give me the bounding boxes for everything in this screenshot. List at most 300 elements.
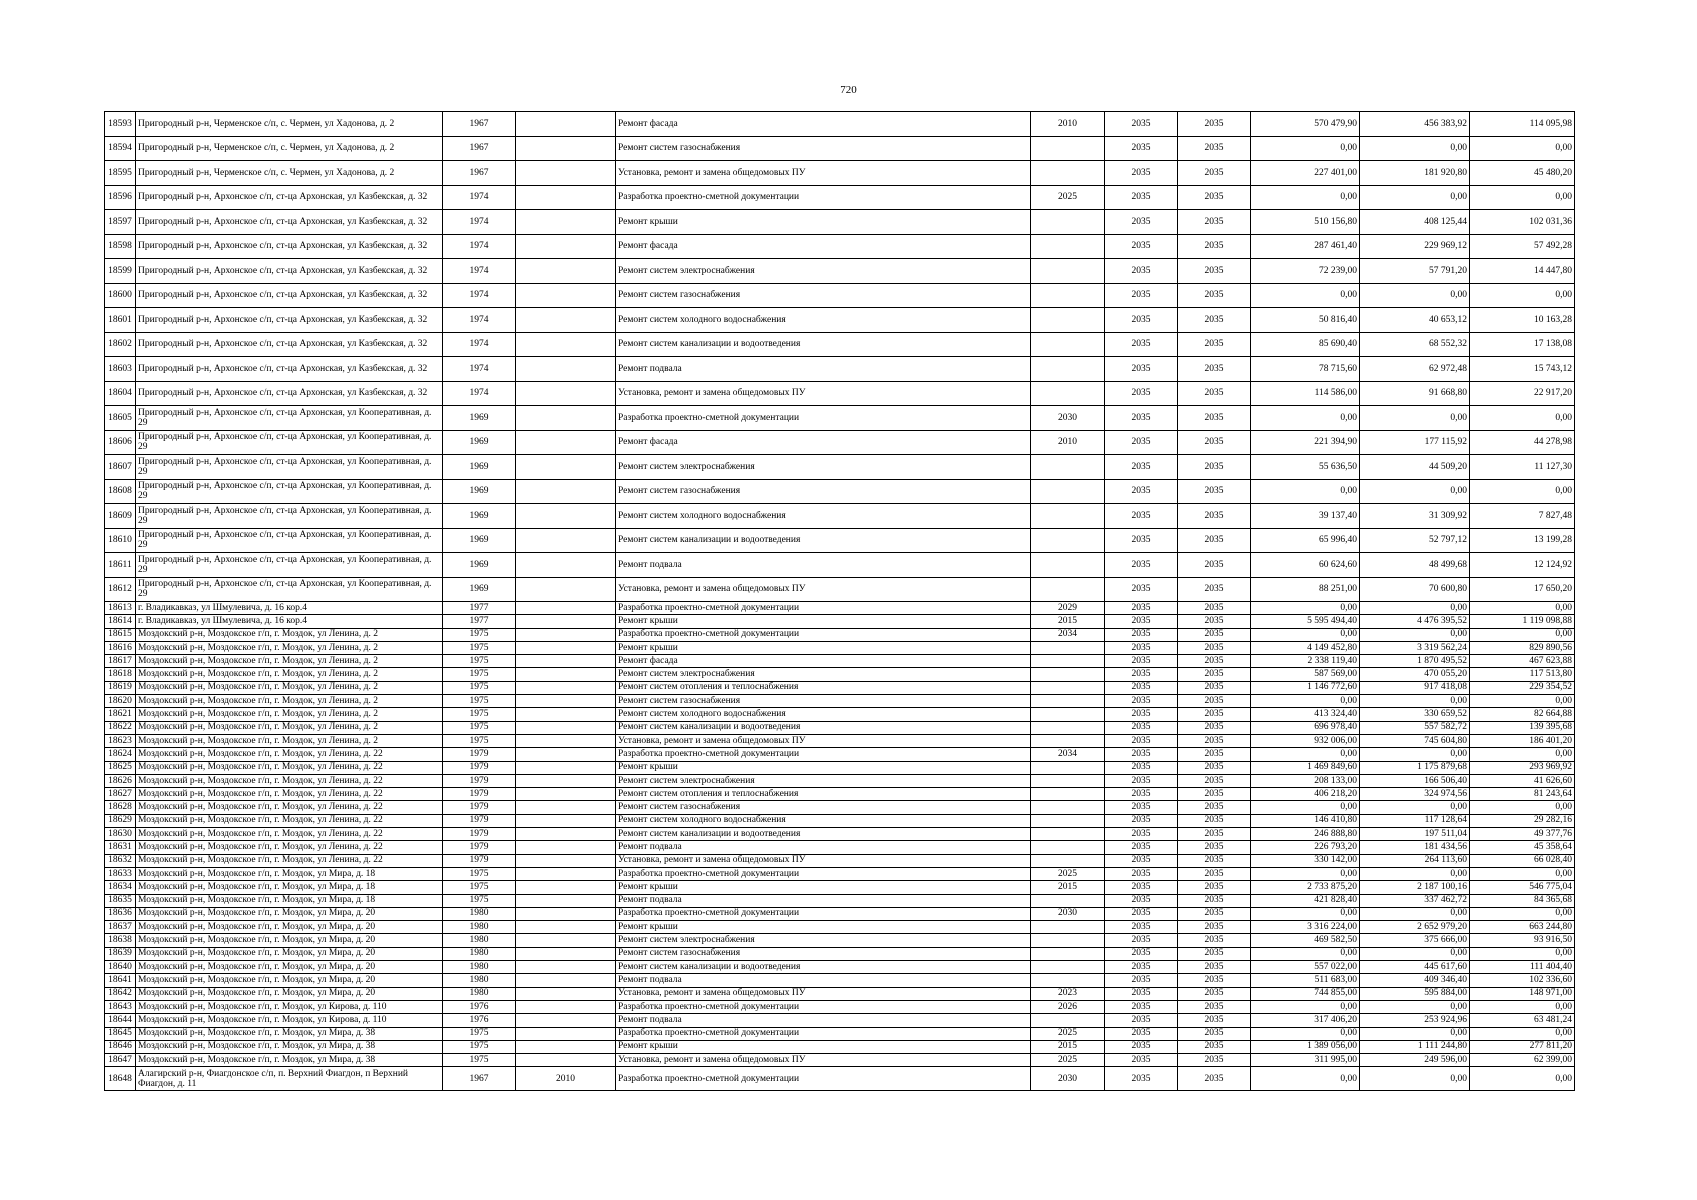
address-cell: Моздокский р-н, Моздокское г/п, г. Моздок, ул Мира, д. 20 (136, 974, 443, 987)
total-cost-cell: 65 996,40 (1251, 528, 1360, 553)
plan-end-cell: 2035 (1178, 641, 1251, 654)
fund-cost-cell: 31 309,92 (1360, 504, 1470, 529)
last-repair-year-cell (1031, 841, 1105, 854)
last-repair-year-cell (1031, 479, 1105, 504)
table-row (105, 504, 1575, 529)
extra-year-cell (516, 695, 616, 708)
plan-start-cell: 2035 (1105, 894, 1178, 907)
owner-cost-cell: 17 138,08 (1470, 332, 1575, 357)
last-repair-year-cell (1031, 210, 1105, 235)
row-number-cell: 18613 (105, 602, 136, 615)
extra-year-cell (516, 112, 616, 137)
build-year-cell: 1969 (443, 528, 516, 553)
fund-cost-cell: 249 596,00 (1360, 1054, 1470, 1067)
table-row (105, 615, 1575, 628)
work-type-cell: Ремонт систем холодного водоснабжения (616, 708, 1031, 721)
extra-year-cell (516, 628, 616, 641)
last-repair-year-cell (1031, 801, 1105, 814)
total-cost-cell: 0,00 (1251, 283, 1360, 308)
build-year-cell: 1969 (443, 455, 516, 480)
table-row (105, 881, 1575, 894)
fund-cost-cell: 264 113,60 (1360, 854, 1470, 867)
total-cost-cell: 413 324,40 (1251, 708, 1360, 721)
address-cell: Моздокский р-н, Моздокское г/п, г. Моздок, ул Мира, д. 20 (136, 947, 443, 960)
last-repair-year-cell (1031, 332, 1105, 357)
extra-year-cell (516, 801, 616, 814)
total-cost-cell: 0,00 (1251, 1000, 1360, 1013)
row-number-cell: 18614 (105, 615, 136, 628)
build-year-cell: 1979 (443, 828, 516, 841)
owner-cost-cell: 546 775,04 (1470, 881, 1575, 894)
address-cell: Моздокский р-н, Моздокское г/п, г. Моздок, ул Кирова, д. 110 (136, 1014, 443, 1027)
table-row (105, 788, 1575, 801)
address-cell: Моздокский р-н, Моздокское г/п, г. Моздок, ул Мира, д. 20 (136, 907, 443, 920)
last-repair-year-cell (1031, 854, 1105, 867)
work-type-cell: Разработка проектно-сметной документации (616, 628, 1031, 641)
total-cost-cell: 311 995,00 (1251, 1054, 1360, 1067)
total-cost-cell: 0,00 (1251, 867, 1360, 880)
extra-year-cell (516, 430, 616, 455)
table-row (105, 332, 1575, 357)
extra-year-cell (516, 1040, 616, 1053)
fund-cost-cell: 445 617,60 (1360, 961, 1470, 974)
total-cost-cell: 696 978,40 (1251, 721, 1360, 734)
last-repair-year-cell (1031, 894, 1105, 907)
build-year-cell: 1980 (443, 934, 516, 947)
address-cell: Моздокский р-н, Моздокское г/п, г. Моздок, ул Ленина, д. 2 (136, 628, 443, 641)
build-year-cell: 1967 (443, 136, 516, 161)
table-row (105, 1014, 1575, 1027)
fund-cost-cell: 52 797,12 (1360, 528, 1470, 553)
work-type-cell: Ремонт фасада (616, 655, 1031, 668)
table-row (105, 455, 1575, 480)
extra-year-cell (516, 615, 616, 628)
address-cell: Моздокский р-н, Моздокское г/п, г. Моздок, ул Мира, д. 38 (136, 1027, 443, 1040)
address-cell: Пригородный р-н, Архонское с/п, ст-ца Архонская, ул Кооперативная, д. 29 (136, 479, 443, 504)
plan-start-cell: 2035 (1105, 947, 1178, 960)
owner-cost-cell: 0,00 (1470, 947, 1575, 960)
last-repair-year-cell (1031, 774, 1105, 787)
extra-year-cell (516, 528, 616, 553)
total-cost-cell: 469 582,50 (1251, 934, 1360, 947)
extra-year-cell (516, 381, 616, 406)
extra-year-cell (516, 881, 616, 894)
owner-cost-cell: 111 404,40 (1470, 961, 1575, 974)
extra-year-cell (516, 974, 616, 987)
plan-start-cell: 2035 (1105, 504, 1178, 529)
work-type-cell: Ремонт систем электроснабжения (616, 455, 1031, 480)
build-year-cell: 1975 (443, 894, 516, 907)
fund-cost-cell: 470 055,20 (1360, 668, 1470, 681)
work-type-cell: Ремонт систем газоснабжения (616, 947, 1031, 960)
work-type-cell: Ремонт крыши (616, 210, 1031, 235)
work-type-cell: Разработка проектно-сметной документации (616, 1000, 1031, 1013)
plan-end-cell: 2035 (1178, 479, 1251, 504)
total-cost-cell: 317 406,20 (1251, 1014, 1360, 1027)
plan-end-cell: 2035 (1178, 974, 1251, 987)
plan-start-cell: 2035 (1105, 987, 1178, 1000)
plan-start-cell: 2035 (1105, 602, 1178, 615)
build-year-cell: 1976 (443, 1000, 516, 1013)
build-year-cell: 1967 (443, 112, 516, 137)
table-row (105, 479, 1575, 504)
owner-cost-cell: 82 664,88 (1470, 708, 1575, 721)
row-number-cell: 18626 (105, 774, 136, 787)
work-type-cell: Ремонт фасада (616, 112, 1031, 137)
build-year-cell: 1980 (443, 987, 516, 1000)
fund-cost-cell: 4 476 395,52 (1360, 615, 1470, 628)
last-repair-year-cell (1031, 455, 1105, 480)
fund-cost-cell: 0,00 (1360, 1067, 1470, 1091)
last-repair-year-cell (1031, 668, 1105, 681)
plan-start-cell: 2035 (1105, 553, 1178, 578)
extra-year-cell (516, 234, 616, 259)
plan-start-cell: 2035 (1105, 655, 1178, 668)
row-number-cell: 18629 (105, 814, 136, 827)
table-row (105, 681, 1575, 694)
fund-cost-cell: 0,00 (1360, 801, 1470, 814)
plan-end-cell: 2035 (1178, 1067, 1251, 1091)
build-year-cell: 1976 (443, 1014, 516, 1027)
total-cost-cell: 511 683,00 (1251, 974, 1360, 987)
owner-cost-cell: 7 827,48 (1470, 504, 1575, 529)
work-type-cell: Ремонт систем холодного водоснабжения (616, 504, 1031, 529)
table-row (105, 668, 1575, 681)
address-cell: Моздокский р-н, Моздокское г/п, г. Моздок, ул Ленина, д. 22 (136, 788, 443, 801)
row-number-cell: 18596 (105, 185, 136, 210)
last-repair-year-cell: 2034 (1031, 748, 1105, 761)
row-number-cell: 18604 (105, 381, 136, 406)
owner-cost-cell: 0,00 (1470, 628, 1575, 641)
plan-start-cell: 2035 (1105, 961, 1178, 974)
extra-year-cell (516, 136, 616, 161)
total-cost-cell: 0,00 (1251, 628, 1360, 641)
fund-cost-cell: 917 418,08 (1360, 681, 1470, 694)
plan-end-cell: 2035 (1178, 553, 1251, 578)
total-cost-cell: 421 828,40 (1251, 894, 1360, 907)
table-row (105, 828, 1575, 841)
build-year-cell: 1969 (443, 504, 516, 529)
row-number-cell: 18615 (105, 628, 136, 641)
extra-year-cell (516, 406, 616, 431)
last-repair-year-cell (1031, 708, 1105, 721)
build-year-cell: 1977 (443, 615, 516, 628)
owner-cost-cell: 45 480,20 (1470, 161, 1575, 186)
fund-cost-cell: 745 604,80 (1360, 734, 1470, 747)
row-number-cell: 18618 (105, 668, 136, 681)
plan-end-cell: 2035 (1178, 577, 1251, 602)
row-number-cell: 18603 (105, 357, 136, 382)
plan-end-cell: 2035 (1178, 1027, 1251, 1040)
plan-start-cell: 2035 (1105, 259, 1178, 284)
plan-start-cell: 2035 (1105, 1027, 1178, 1040)
table-row (105, 854, 1575, 867)
table-row (105, 1027, 1575, 1040)
row-number-cell: 18597 (105, 210, 136, 235)
row-number-cell: 18636 (105, 907, 136, 920)
fund-cost-cell: 330 659,52 (1360, 708, 1470, 721)
extra-year-cell (516, 987, 616, 1000)
work-type-cell: Ремонт систем электроснабжения (616, 774, 1031, 787)
owner-cost-cell: 148 971,00 (1470, 987, 1575, 1000)
fund-cost-cell: 595 884,00 (1360, 987, 1470, 1000)
work-type-cell: Ремонт подвала (616, 894, 1031, 907)
table-row (105, 867, 1575, 880)
work-type-cell: Разработка проектно-сметной документации (616, 602, 1031, 615)
total-cost-cell: 0,00 (1251, 748, 1360, 761)
owner-cost-cell: 22 917,20 (1470, 381, 1575, 406)
work-type-cell: Ремонт систем электроснабжения (616, 668, 1031, 681)
fund-cost-cell: 44 509,20 (1360, 455, 1470, 480)
build-year-cell: 1975 (443, 881, 516, 894)
last-repair-year-cell: 2025 (1031, 185, 1105, 210)
fund-cost-cell: 229 969,12 (1360, 234, 1470, 259)
plan-end-cell: 2035 (1178, 332, 1251, 357)
table-row (105, 381, 1575, 406)
owner-cost-cell: 57 492,28 (1470, 234, 1575, 259)
plan-start-cell: 2035 (1105, 234, 1178, 259)
build-year-cell: 1974 (443, 357, 516, 382)
last-repair-year-cell (1031, 655, 1105, 668)
work-type-cell: Ремонт крыши (616, 641, 1031, 654)
build-year-cell: 1980 (443, 907, 516, 920)
build-year-cell: 1979 (443, 854, 516, 867)
last-repair-year-cell (1031, 234, 1105, 259)
row-number-cell: 18624 (105, 748, 136, 761)
plan-end-cell: 2035 (1178, 430, 1251, 455)
extra-year-cell (516, 259, 616, 284)
last-repair-year-cell: 2025 (1031, 867, 1105, 880)
row-number-cell: 18630 (105, 828, 136, 841)
work-type-cell: Ремонт систем газоснабжения (616, 695, 1031, 708)
build-year-cell: 1969 (443, 479, 516, 504)
fund-cost-cell: 375 666,00 (1360, 934, 1470, 947)
table-row (105, 185, 1575, 210)
fund-cost-cell: 0,00 (1360, 628, 1470, 641)
plan-start-cell: 2035 (1105, 828, 1178, 841)
plan-end-cell: 2035 (1178, 774, 1251, 787)
last-repair-year-cell: 2029 (1031, 602, 1105, 615)
plan-end-cell: 2035 (1178, 259, 1251, 284)
last-repair-year-cell: 2025 (1031, 1027, 1105, 1040)
last-repair-year-cell (1031, 788, 1105, 801)
owner-cost-cell: 15 743,12 (1470, 357, 1575, 382)
plan-start-cell: 2035 (1105, 681, 1178, 694)
total-cost-cell: 744 855,00 (1251, 987, 1360, 1000)
work-type-cell: Ремонт систем канализации и водоотведения (616, 721, 1031, 734)
row-number-cell: 18616 (105, 641, 136, 654)
plan-start-cell: 2035 (1105, 934, 1178, 947)
work-type-cell: Ремонт систем канализации и водоотведения (616, 961, 1031, 974)
work-type-cell: Ремонт подвала (616, 974, 1031, 987)
row-number-cell: 18648 (105, 1067, 136, 1091)
build-year-cell: 1979 (443, 841, 516, 854)
plan-end-cell: 2035 (1178, 841, 1251, 854)
owner-cost-cell: 29 282,16 (1470, 814, 1575, 827)
build-year-cell: 1980 (443, 961, 516, 974)
fund-cost-cell: 0,00 (1360, 136, 1470, 161)
address-cell: Пригородный р-н, Архонское с/п, ст-ца Архонская, ул Кооперативная, д. 29 (136, 577, 443, 602)
owner-cost-cell: 0,00 (1470, 801, 1575, 814)
total-cost-cell: 406 218,20 (1251, 788, 1360, 801)
owner-cost-cell: 13 199,28 (1470, 528, 1575, 553)
plan-end-cell: 2035 (1178, 381, 1251, 406)
extra-year-cell (516, 185, 616, 210)
fund-cost-cell: 48 499,68 (1360, 553, 1470, 578)
extra-year-cell (516, 1027, 616, 1040)
fund-cost-cell: 337 462,72 (1360, 894, 1470, 907)
build-year-cell: 1975 (443, 655, 516, 668)
fund-cost-cell: 0,00 (1360, 185, 1470, 210)
last-repair-year-cell (1031, 695, 1105, 708)
build-year-cell: 1975 (443, 721, 516, 734)
total-cost-cell: 1 469 849,60 (1251, 761, 1360, 774)
last-repair-year-cell (1031, 961, 1105, 974)
owner-cost-cell: 0,00 (1470, 867, 1575, 880)
address-cell: Пригородный р-н, Архонское с/п, ст-ца Архонская, ул Казбекская, д. 32 (136, 357, 443, 382)
work-type-cell: Ремонт систем электроснабжения (616, 934, 1031, 947)
build-year-cell: 1974 (443, 210, 516, 235)
fund-cost-cell: 166 506,40 (1360, 774, 1470, 787)
fund-cost-cell: 1 175 879,68 (1360, 761, 1470, 774)
last-repair-year-cell: 2025 (1031, 1054, 1105, 1067)
work-type-cell: Разработка проектно-сметной документации (616, 907, 1031, 920)
extra-year-cell (516, 867, 616, 880)
table-row (105, 308, 1575, 333)
plan-end-cell: 2035 (1178, 528, 1251, 553)
build-year-cell: 1979 (443, 761, 516, 774)
last-repair-year-cell (1031, 161, 1105, 186)
extra-year-cell (516, 934, 616, 947)
repair-program-table-container (104, 111, 1574, 1091)
table-row (105, 357, 1575, 382)
extra-year-cell (516, 283, 616, 308)
plan-end-cell: 2035 (1178, 695, 1251, 708)
plan-end-cell: 2035 (1178, 628, 1251, 641)
extra-year-cell (516, 210, 616, 235)
total-cost-cell: 146 410,80 (1251, 814, 1360, 827)
build-year-cell: 1977 (443, 602, 516, 615)
plan-end-cell: 2035 (1178, 136, 1251, 161)
last-repair-year-cell (1031, 814, 1105, 827)
fund-cost-cell: 0,00 (1360, 1027, 1470, 1040)
fund-cost-cell: 409 346,40 (1360, 974, 1470, 987)
fund-cost-cell: 0,00 (1360, 1000, 1470, 1013)
row-number-cell: 18595 (105, 161, 136, 186)
plan-start-cell: 2035 (1105, 1040, 1178, 1053)
plan-start-cell: 2035 (1105, 161, 1178, 186)
address-cell: г. Владикавказ, ул Шмулевича, д. 16 кор.4 (136, 602, 443, 615)
plan-end-cell: 2035 (1178, 854, 1251, 867)
fund-cost-cell: 2 652 979,20 (1360, 921, 1470, 934)
address-cell: Моздокский р-н, Моздокское г/п, г. Моздок, ул Ленина, д. 22 (136, 828, 443, 841)
plan-start-cell: 2035 (1105, 430, 1178, 455)
work-type-cell: Разработка проектно-сметной документации (616, 1067, 1031, 1091)
work-type-cell: Ремонт систем газоснабжения (616, 801, 1031, 814)
row-number-cell: 18647 (105, 1054, 136, 1067)
extra-year-cell (516, 748, 616, 761)
owner-cost-cell: 17 650,20 (1470, 577, 1575, 602)
fund-cost-cell: 557 582,72 (1360, 721, 1470, 734)
row-number-cell: 18631 (105, 841, 136, 854)
owner-cost-cell: 0,00 (1470, 1027, 1575, 1040)
row-number-cell: 18623 (105, 734, 136, 747)
plan-start-cell: 2035 (1105, 406, 1178, 431)
row-number-cell: 18599 (105, 259, 136, 284)
last-repair-year-cell: 2034 (1031, 628, 1105, 641)
fund-cost-cell: 0,00 (1360, 748, 1470, 761)
total-cost-cell: 0,00 (1251, 185, 1360, 210)
last-repair-year-cell (1031, 577, 1105, 602)
fund-cost-cell: 181 434,56 (1360, 841, 1470, 854)
fund-cost-cell: 57 791,20 (1360, 259, 1470, 284)
work-type-cell: Ремонт фасада (616, 430, 1031, 455)
extra-year-cell (516, 788, 616, 801)
row-number-cell: 18633 (105, 867, 136, 880)
table-row (105, 801, 1575, 814)
address-cell: Моздокский р-н, Моздокское г/п, г. Моздок, ул Мира, д. 38 (136, 1054, 443, 1067)
plan-end-cell: 2035 (1178, 681, 1251, 694)
table-row (105, 1000, 1575, 1013)
row-number-cell: 18606 (105, 430, 136, 455)
owner-cost-cell: 62 399,00 (1470, 1054, 1575, 1067)
build-year-cell: 1979 (443, 748, 516, 761)
plan-start-cell: 2035 (1105, 801, 1178, 814)
owner-cost-cell: 663 244,80 (1470, 921, 1575, 934)
row-number-cell: 18632 (105, 854, 136, 867)
owner-cost-cell: 102 031,36 (1470, 210, 1575, 235)
build-year-cell: 1974 (443, 259, 516, 284)
plan-start-cell: 2035 (1105, 1014, 1178, 1027)
last-repair-year-cell: 2023 (1031, 987, 1105, 1000)
fund-cost-cell: 456 383,92 (1360, 112, 1470, 137)
row-number-cell: 18640 (105, 961, 136, 974)
table-row (105, 210, 1575, 235)
owner-cost-cell: 93 916,50 (1470, 934, 1575, 947)
address-cell: Пригородный р-н, Архонское с/п, ст-ца Архонская, ул Казбекская, д. 32 (136, 308, 443, 333)
work-type-cell: Установка, ремонт и замена общедомовых ПУ (616, 577, 1031, 602)
fund-cost-cell: 0,00 (1360, 406, 1470, 431)
table-row (105, 655, 1575, 668)
owner-cost-cell: 102 336,60 (1470, 974, 1575, 987)
fund-cost-cell: 70 600,80 (1360, 577, 1470, 602)
owner-cost-cell: 0,00 (1470, 479, 1575, 504)
fund-cost-cell: 0,00 (1360, 479, 1470, 504)
fund-cost-cell: 1 111 244,80 (1360, 1040, 1470, 1053)
last-repair-year-cell (1031, 681, 1105, 694)
plan-start-cell: 2035 (1105, 357, 1178, 382)
work-type-cell: Установка, ремонт и замена общедомовых ПУ (616, 161, 1031, 186)
plan-start-cell: 2035 (1105, 455, 1178, 480)
fund-cost-cell: 253 924,96 (1360, 1014, 1470, 1027)
plan-start-cell: 2035 (1105, 479, 1178, 504)
fund-cost-cell: 0,00 (1360, 947, 1470, 960)
last-repair-year-cell: 2026 (1031, 1000, 1105, 1013)
address-cell: Алагирский р-н, Фиагдонское с/п, п. Верхний Фиагдон, п Верхний Фиагдон, д. 11 (136, 1067, 443, 1091)
table-row (105, 602, 1575, 615)
total-cost-cell: 3 316 224,00 (1251, 921, 1360, 934)
fund-cost-cell: 197 511,04 (1360, 828, 1470, 841)
plan-end-cell: 2035 (1178, 734, 1251, 747)
total-cost-cell: 0,00 (1251, 602, 1360, 615)
last-repair-year-cell (1031, 934, 1105, 947)
plan-start-cell: 2035 (1105, 1000, 1178, 1013)
address-cell: Моздокский р-н, Моздокское г/п, г. Моздок, ул Ленина, д. 2 (136, 721, 443, 734)
work-type-cell: Ремонт систем холодного водоснабжения (616, 308, 1031, 333)
plan-end-cell: 2035 (1178, 907, 1251, 920)
address-cell: Пригородный р-н, Черменское с/п, с. Чермен, ул Хадонова, д. 2 (136, 112, 443, 137)
extra-year-cell (516, 681, 616, 694)
